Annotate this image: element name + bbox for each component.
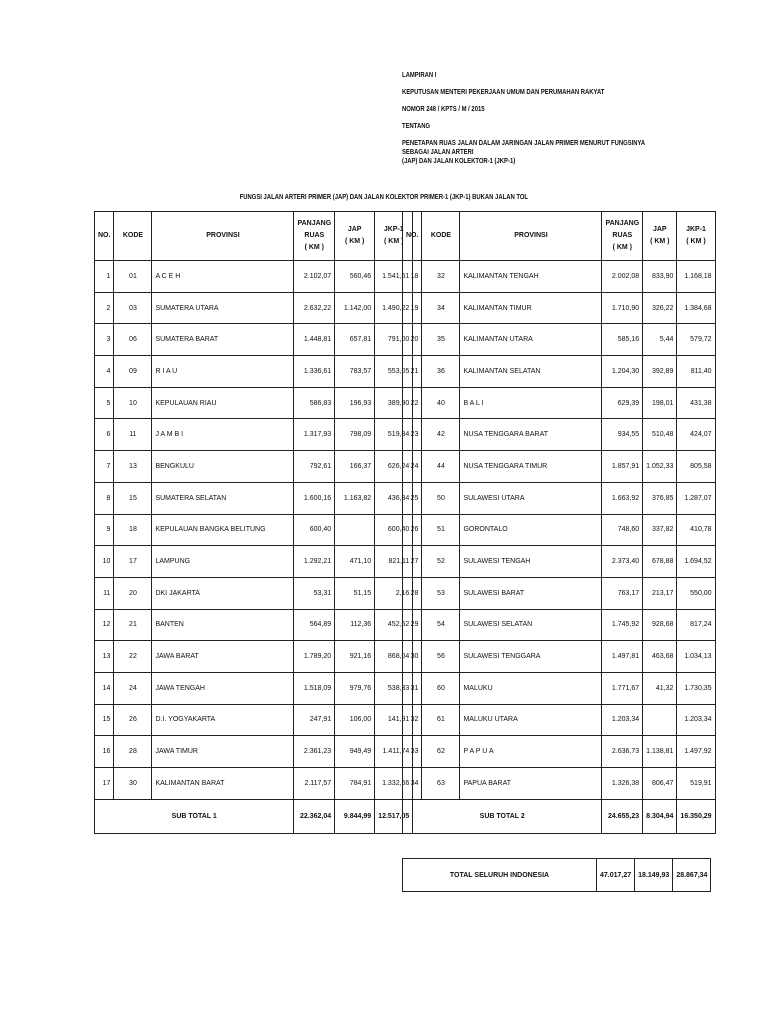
row-provinsi: A C E H (152, 261, 294, 293)
row-jkp: 1.034,13 (677, 641, 715, 673)
row-jkp: 1.541,61 (375, 261, 413, 293)
col-jkp-header: JKP-1 ( KM ) (677, 212, 715, 261)
row-jap: 949,49 (335, 736, 375, 768)
row-jkp: 1.332,66 (375, 768, 413, 800)
table-row (403, 387, 716, 419)
row-provinsi: P A P U A (460, 736, 602, 768)
row-jkp: 821,11 (375, 546, 413, 578)
grand-total-jkp: 28.867,34 (673, 859, 711, 892)
row-jap: 198,01 (643, 387, 677, 419)
row-panjang: 1.663,92 (602, 482, 643, 514)
row-jap: 783,57 (335, 356, 375, 388)
row-provinsi: LAMPUNG (152, 546, 294, 578)
row-panjang: 1.745,92 (602, 609, 643, 641)
row-panjang: 1.857,91 (602, 451, 643, 483)
row-provinsi: BANTEN (152, 609, 294, 641)
row-jkp: 1.203,34 (677, 704, 715, 736)
row-kode: 10 (114, 387, 152, 419)
row-no: 1 (95, 261, 114, 293)
row-jap: 833,90 (643, 261, 677, 293)
row-panjang: 629,39 (602, 387, 643, 419)
table-row (403, 292, 716, 324)
row-kode: 03 (114, 292, 152, 324)
table-row (403, 736, 716, 768)
row-provinsi: SUMATERA BARAT (152, 324, 294, 356)
table-row (95, 261, 413, 293)
row-no: 19 (403, 292, 422, 324)
row-kode: 52 (422, 546, 460, 578)
row-provinsi: KEPULAUAN BANGKA BELITUNG (152, 514, 294, 546)
table-row (95, 356, 413, 388)
table-row (403, 768, 716, 800)
row-provinsi: NUSA TENGGARA BARAT (460, 419, 602, 451)
row-jap: 979,76 (335, 672, 375, 704)
table-row (95, 609, 413, 641)
row-provinsi: KALIMANTAN TENGAH (460, 261, 602, 293)
col-kode-header: KODE (422, 212, 460, 261)
row-no: 14 (95, 672, 114, 704)
row-jap (335, 514, 375, 546)
row-jap: 510,48 (643, 419, 677, 451)
row-kode: 20 (114, 577, 152, 609)
row-jap: 1.138,81 (643, 736, 677, 768)
row-provinsi: KALIMANTAN UTARA (460, 324, 602, 356)
subtotal-row (403, 799, 716, 833)
row-jap: 798,09 (335, 419, 375, 451)
subtotal-jkp: 12.517,05 (375, 799, 413, 833)
row-no: 8 (95, 482, 114, 514)
row-no: 3 (95, 324, 114, 356)
row-jkp: 1.384,68 (677, 292, 715, 324)
row-kode: 15 (114, 482, 152, 514)
row-jkp: 550,00 (677, 577, 715, 609)
row-provinsi: B A L I (460, 387, 602, 419)
row-provinsi: JAWA TENGAH (152, 672, 294, 704)
table-row (95, 387, 413, 419)
row-provinsi: SULAWESI SELATAN (460, 609, 602, 641)
table-row (95, 514, 413, 546)
row-panjang: 1.710,90 (602, 292, 643, 324)
row-jap: 112,36 (335, 609, 375, 641)
nomor-label: NOMOR 248 / KPTS / M / 2015 (402, 104, 485, 113)
row-jkp: 452,52 (375, 609, 413, 641)
row-no: 5 (95, 387, 114, 419)
row-panjang: 792,61 (294, 451, 335, 483)
row-jkp: 1.694,52 (677, 546, 715, 578)
row-no: 26 (403, 514, 422, 546)
row-no: 21 (403, 356, 422, 388)
row-jkp: 579,72 (677, 324, 715, 356)
row-provinsi: MALUKU (460, 672, 602, 704)
row-jkp: 389,90 (375, 387, 413, 419)
col-no-header: NO. (95, 212, 114, 261)
row-panjang: 1.336,61 (294, 356, 335, 388)
row-jkp: 1.730,35 (677, 672, 715, 704)
row-provinsi: R I A U (152, 356, 294, 388)
row-jap: 657,81 (335, 324, 375, 356)
row-jkp: 805,58 (677, 451, 715, 483)
row-jap: 326,22 (643, 292, 677, 324)
row-jap: 337,82 (643, 514, 677, 546)
row-panjang: 564,89 (294, 609, 335, 641)
col-jap-header: JAP ( KM ) (335, 212, 375, 261)
subtotal-jap: 8.304,94 (643, 799, 677, 833)
row-kode: 35 (422, 324, 460, 356)
table-title: FUNGSI JALAN ARTERI PRIMER (JAP) DAN JALAN KOLEKTOR PRIMER-1 (JKP-1) BUKAN JALAN TOL (239, 192, 529, 201)
row-jap: 560,46 (335, 261, 375, 293)
row-jkp: 519,91 (677, 768, 715, 800)
row-panjang: 585,16 (602, 324, 643, 356)
row-kode: 62 (422, 736, 460, 768)
row-provinsi: GORONTALO (460, 514, 602, 546)
row-kode: 30 (114, 768, 152, 800)
row-jkp: 519,84 (375, 419, 413, 451)
row-panjang: 2.632,22 (294, 292, 335, 324)
row-no: 23 (403, 419, 422, 451)
row-jap: 806,47 (643, 768, 677, 800)
row-provinsi: SULAWESI TENGGARA (460, 641, 602, 673)
row-kode: 24 (114, 672, 152, 704)
row-panjang: 586,83 (294, 387, 335, 419)
row-panjang: 2.361,23 (294, 736, 335, 768)
row-jkp: 410,78 (677, 514, 715, 546)
row-no: 15 (95, 704, 114, 736)
subtotal-jkp: 16.350,29 (677, 799, 715, 833)
table-row (403, 672, 716, 704)
row-kode: 01 (114, 261, 152, 293)
row-provinsi: SULAWESI UTARA (460, 482, 602, 514)
table-row (95, 704, 413, 736)
row-panjang: 1.771,67 (602, 672, 643, 704)
row-kode: 11 (114, 419, 152, 451)
row-kode: 26 (114, 704, 152, 736)
row-no: 29 (403, 609, 422, 641)
row-kode: 51 (422, 514, 460, 546)
row-kode: 42 (422, 419, 460, 451)
row-no: 13 (95, 641, 114, 673)
row-jkp: 1.490,22 (375, 292, 413, 324)
row-jap: 213,17 (643, 577, 677, 609)
row-no: 18 (403, 261, 422, 293)
subtotal-label: SUB TOTAL 1 (95, 799, 294, 833)
table-row (95, 736, 413, 768)
lampiran-label: LAMPIRAN I (402, 70, 437, 79)
row-provinsi: KALIMANTAN SELATAN (460, 356, 602, 388)
table-row (95, 324, 413, 356)
row-jap: 1.142,00 (335, 292, 375, 324)
penetapan-line-1: PENETAPAN RUAS JALAN DALAM JARINGAN JALAN PRIMER MENURUT FUNGSINYA SEBAGAI JALAN ARTERI (402, 138, 645, 156)
row-no: 4 (95, 356, 114, 388)
subtotal-row (95, 799, 413, 833)
subtotal-label: SUB TOTAL 2 (403, 799, 602, 833)
row-jap: 678,88 (643, 546, 677, 578)
col-jkp-header: JKP-1 ( KM ) (375, 212, 413, 261)
row-panjang: 2.102,07 (294, 261, 335, 293)
row-panjang: 2.636,73 (602, 736, 643, 768)
keputusan-label: KEPUTUSAN MENTERI PEKERJAAN UMUM DAN PERUMAHAN RAKYAT (402, 87, 605, 96)
row-kode: 18 (114, 514, 152, 546)
col-provinsi-header: PROVINSI (460, 212, 602, 261)
row-panjang: 1.317,93 (294, 419, 335, 451)
grand-total-jap: 18.149,93 (635, 859, 673, 892)
table-row (95, 419, 413, 451)
row-no: 2 (95, 292, 114, 324)
row-no: 6 (95, 419, 114, 451)
row-no: 12 (95, 609, 114, 641)
row-jkp: 538,33 (375, 672, 413, 704)
row-no: 10 (95, 546, 114, 578)
row-no: 33 (403, 736, 422, 768)
subtotal-jap: 9.844,99 (335, 799, 375, 833)
row-kode: 40 (422, 387, 460, 419)
row-kode: 36 (422, 356, 460, 388)
row-kode: 06 (114, 324, 152, 356)
row-provinsi: BENGKULU (152, 451, 294, 483)
row-provinsi: KALIMANTAN TIMUR (460, 292, 602, 324)
row-panjang: 1.789,20 (294, 641, 335, 673)
table-row (95, 768, 413, 800)
row-panjang: 1.292,21 (294, 546, 335, 578)
row-no: 34 (403, 768, 422, 800)
row-jkp: 1.497,92 (677, 736, 715, 768)
row-jap: 392,89 (643, 356, 677, 388)
row-kode: 63 (422, 768, 460, 800)
row-panjang: 2.373,40 (602, 546, 643, 578)
row-panjang: 247,91 (294, 704, 335, 736)
row-provinsi: KEPULAUAN RIAU (152, 387, 294, 419)
row-panjang: 763,17 (602, 577, 643, 609)
row-no: 9 (95, 514, 114, 546)
row-no: 20 (403, 324, 422, 356)
table-row (95, 482, 413, 514)
table-row (95, 292, 413, 324)
table-row (403, 609, 716, 641)
row-no: 11 (95, 577, 114, 609)
row-kode: 53 (422, 577, 460, 609)
col-panjang-header: PANJANG RUAS ( KM ) (602, 212, 643, 261)
row-no: 7 (95, 451, 114, 483)
row-no: 28 (403, 577, 422, 609)
col-panjang-header: PANJANG RUAS ( KM ) (294, 212, 335, 261)
row-kode: 34 (422, 292, 460, 324)
row-provinsi: NUSA TENGGARA TIMUR (460, 451, 602, 483)
row-jkp: 436,34 (375, 482, 413, 514)
col-no-header: NO. (403, 212, 422, 261)
row-panjang: 748,60 (602, 514, 643, 546)
table-row (95, 577, 413, 609)
row-panjang: 1.600,16 (294, 482, 335, 514)
row-jkp: 817,24 (677, 609, 715, 641)
row-no: 27 (403, 546, 422, 578)
row-kode: 54 (422, 609, 460, 641)
row-panjang: 600,40 (294, 514, 335, 546)
table-row (403, 514, 716, 546)
row-no: 17 (95, 768, 114, 800)
penetapan-line-2: (JAP) DAN JALAN KOLEKTOR-1 (JKP-1) (402, 156, 516, 165)
row-jkp: 431,38 (677, 387, 715, 419)
row-kode: 60 (422, 672, 460, 704)
row-panjang: 1.518,09 (294, 672, 335, 704)
row-provinsi: PAPUA BARAT (460, 768, 602, 800)
row-jap: 921,16 (335, 641, 375, 673)
row-provinsi: JAWA BARAT (152, 641, 294, 673)
table-row (403, 577, 716, 609)
row-jkp: 1.168,18 (677, 261, 715, 293)
table-row (403, 704, 716, 736)
table-row (403, 546, 716, 578)
row-provinsi: MALUKU UTARA (460, 704, 602, 736)
grand-total-panjang: 47.017,27 (597, 859, 635, 892)
row-jkp: 1.411,74 (375, 736, 413, 768)
row-kode: 56 (422, 641, 460, 673)
row-provinsi: SUMATERA UTARA (152, 292, 294, 324)
row-jkp: 1.287,07 (677, 482, 715, 514)
table-row (403, 641, 716, 673)
row-no: 25 (403, 482, 422, 514)
row-kode: 09 (114, 356, 152, 388)
col-provinsi-header: PROVINSI (152, 212, 294, 261)
row-no: 31 (403, 672, 422, 704)
row-provinsi: JAWA TIMUR (152, 736, 294, 768)
table-row (403, 419, 716, 451)
row-panjang: 1.497,81 (602, 641, 643, 673)
col-kode-header: KODE (114, 212, 152, 261)
row-provinsi: SUMATERA SELATAN (152, 482, 294, 514)
row-jap: 106,00 (335, 704, 375, 736)
row-jap: 196,93 (335, 387, 375, 419)
row-jkp: 424,07 (677, 419, 715, 451)
row-panjang: 1.326,38 (602, 768, 643, 800)
row-jkp: 868,04 (375, 641, 413, 673)
table-row (403, 324, 716, 356)
row-kode: 17 (114, 546, 152, 578)
row-jkp: 791,00 (375, 324, 413, 356)
row-jkp: 553,05 (375, 356, 413, 388)
table-row (403, 482, 716, 514)
row-kode: 32 (422, 261, 460, 293)
row-jkp: 811,40 (677, 356, 715, 388)
row-panjang: 1.448,81 (294, 324, 335, 356)
row-kode: 61 (422, 704, 460, 736)
row-no: 24 (403, 451, 422, 483)
subtotal-panjang: 24.655,23 (602, 799, 643, 833)
row-jap: 166,37 (335, 451, 375, 483)
row-jap: 928,68 (643, 609, 677, 641)
table-row (95, 546, 413, 578)
table-row (403, 356, 716, 388)
table-row (403, 451, 716, 483)
row-jap: 376,85 (643, 482, 677, 514)
row-jap: 463,68 (643, 641, 677, 673)
table-row (403, 261, 716, 293)
row-provinsi: SULAWESI BARAT (460, 577, 602, 609)
row-panjang: 2.002,08 (602, 261, 643, 293)
row-jap: 5,44 (643, 324, 677, 356)
row-jkp: 141,91 (375, 704, 413, 736)
grand-total-table (402, 858, 711, 892)
row-kode: 28 (114, 736, 152, 768)
row-panjang: 1.204,30 (602, 356, 643, 388)
document-header (402, 70, 673, 165)
row-jap: 1.163,82 (335, 482, 375, 514)
row-kode: 13 (114, 451, 152, 483)
row-no: 30 (403, 641, 422, 673)
table-row (95, 672, 413, 704)
row-jkp: 626,24 (375, 451, 413, 483)
col-jap-header: JAP ( KM ) (643, 212, 677, 261)
row-kode: 44 (422, 451, 460, 483)
row-panjang: 2.117,57 (294, 768, 335, 800)
row-no: 22 (403, 387, 422, 419)
row-no: 32 (403, 704, 422, 736)
row-jap: 1.052,33 (643, 451, 677, 483)
row-kode: 22 (114, 641, 152, 673)
row-provinsi: J A M B I (152, 419, 294, 451)
row-panjang: 934,55 (602, 419, 643, 451)
row-kode: 50 (422, 482, 460, 514)
row-no: 16 (95, 736, 114, 768)
row-provinsi: D.I. YOGYAKARTA (152, 704, 294, 736)
table-row (95, 641, 413, 673)
row-panjang: 1.203,34 (602, 704, 643, 736)
table-row (95, 451, 413, 483)
row-panjang: 53,31 (294, 577, 335, 609)
row-jap: 51,15 (335, 577, 375, 609)
left-province-table (94, 211, 413, 834)
row-jkp: 2,16 (375, 577, 413, 609)
row-jap: 784,91 (335, 768, 375, 800)
grand-total-label: TOTAL SELURUH INDONESIA (403, 859, 597, 892)
row-jap: 41,32 (643, 672, 677, 704)
row-jap: 471,10 (335, 546, 375, 578)
row-jap (643, 704, 677, 736)
right-province-table (402, 211, 716, 834)
row-provinsi: DKI JAKARTA (152, 577, 294, 609)
subtotal-panjang: 22.362,04 (294, 799, 335, 833)
row-provinsi: KALIMANTAN BARAT (152, 768, 294, 800)
tentang-label: TENTANG (402, 121, 431, 130)
row-provinsi: SULAWESI TENGAH (460, 546, 602, 578)
row-jkp: 600,40 (375, 514, 413, 546)
row-kode: 21 (114, 609, 152, 641)
